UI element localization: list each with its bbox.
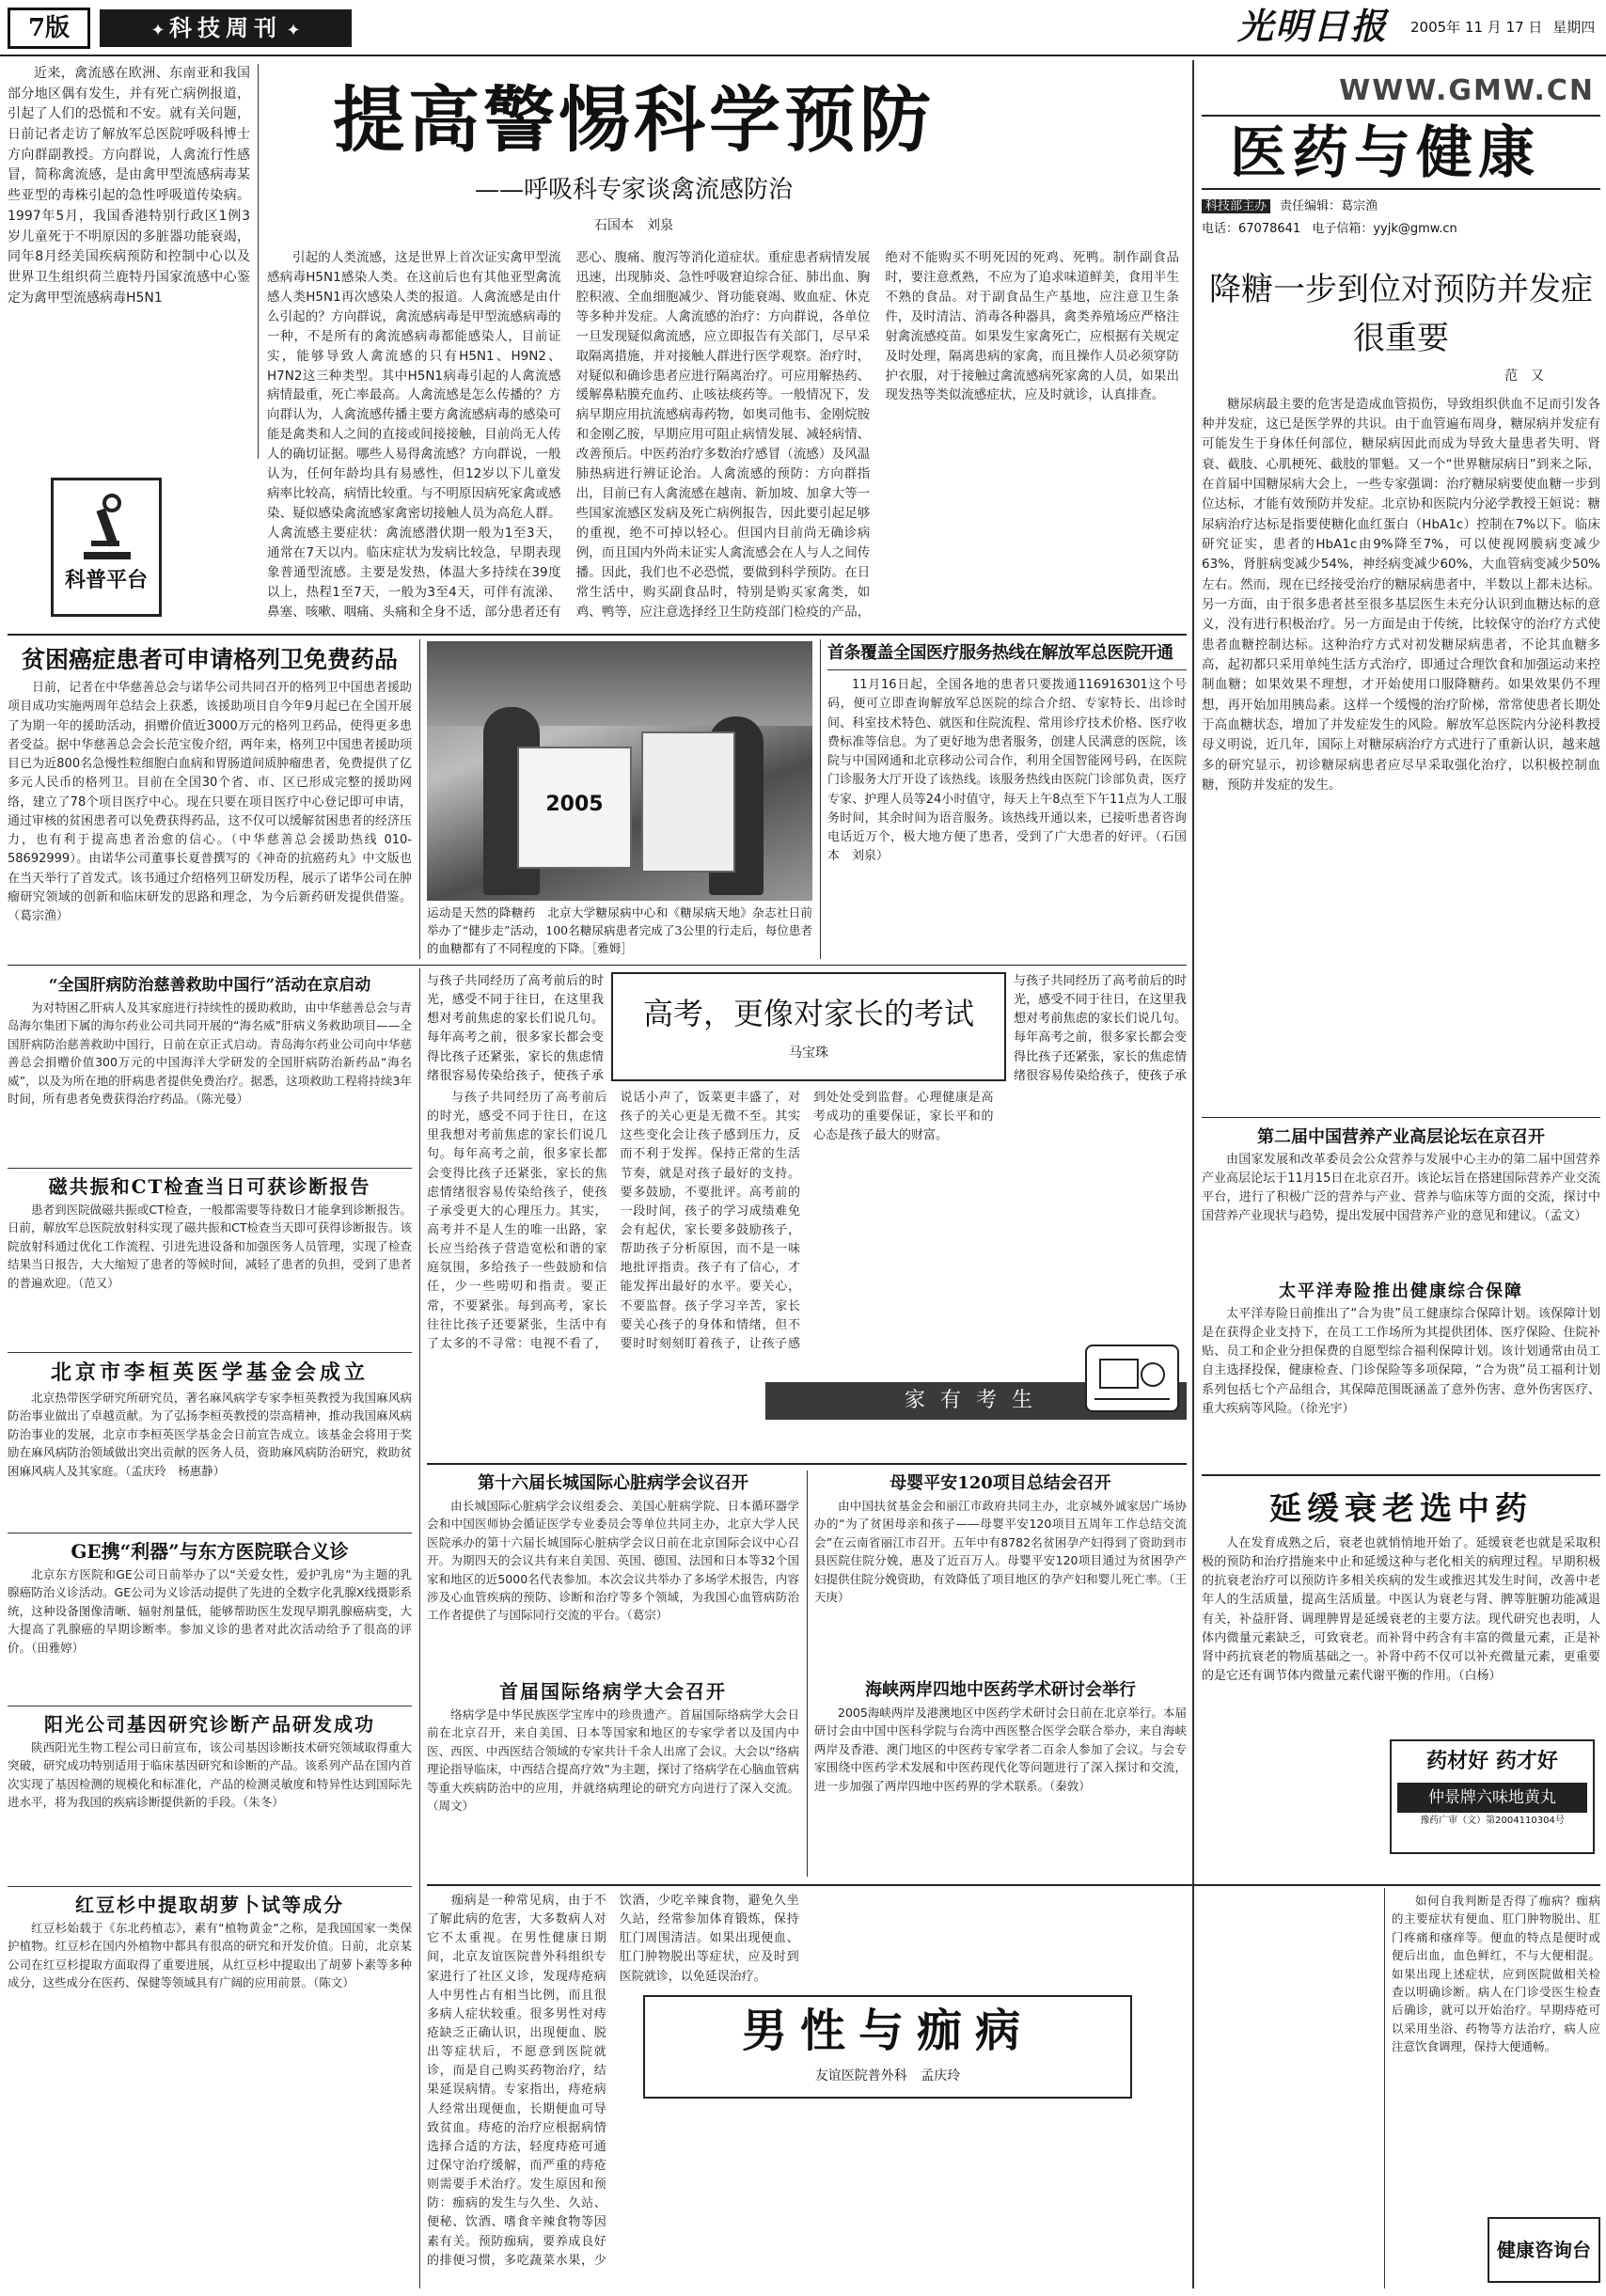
news-item: 北京市李桓英医学基金会成立 北京热带医学研究所研究员，著名麻风病学专家李桓英教授为我国麻风病防治事业做出了卓越贡献。为了弘扬李桓英教授的崇高精神，推动我国麻风病防治事业的发展，北京市李桓英医学基金会日前宣告成立。该基金会将用于奖励在麻风病防治领域做出突出贡献的医务人员，资助麻风病防治研究，救助贫困麻风病人及其家庭。（孟庆玲 杨惠静） xyxy=(8,1352,412,1533)
page-number: 7版 xyxy=(8,8,90,49)
star-icon: ✦ xyxy=(286,21,301,40)
editor-line: 科技部主办 责任编辑：葛宗渔 xyxy=(1202,197,1600,216)
news-item: “全国肝病防治慈善救助中国行”活动在京启动 为对特困乙肝病人及其家庭进行持续性的援助救助，由中华慈善总会与青岛海尔集团下属的海尔药业公司共同开展的“海名威”肝病义务救助项目——全国肝病防治慈善救助中国行，日前在京正式启动。青岛海尔药业公司向中华慈善总会捐赠价值300万元的中国海洋大学研发的全国肝病防治新药品“海名威”，以及为所在地的肝病患者提供免费治疗。据悉，这项救助工程将持续3年时间，所有患者免费获得治疗药品。（陈光曼） xyxy=(8,976,412,1106)
photo-caption: 运动是天然的降糖药 北京大学糖尿病中心和《糖尿病天地》杂志社日前举办了“健步走”活动，100名糖尿病患者完成了3公里的行走后，每位患者的血糖都有了不同程度的下降。［雅姆］ xyxy=(427,905,812,955)
news-item: 海峡两岸四地中医药学术研讨会举行 2005海峡两岸及港澳地区中医药学术研讨会日前在北京举行。本届研讨会由中国中医科学院与台湾中西医整合医学会联合举办，来自海峡两岸及香港、澳门地区的中医药专家学者二百余人参加了会议。与会专家围绕中医药学术发展和中医药现代化等问题进行了深入探讨和交流，进一步加强了两岸四地中医药界的学术联系。（秦敦） xyxy=(814,1680,1187,1793)
lead-intro: 近来，禽流感在欧洲、东南亚和我国部分地区偶有发生，并有死亡病例报道，引起了人们的恐慌和不安。就有关问题，日前记者走访了解放军总医院呼吸科博士方向群副教授。方向群说，人禽流行性感冒，简称禽流感，是由禽甲型流感病毒某些亚型的毒株引起的急性呼吸道传染病。1997年5月，我国香港特别行政区1例3岁儿童死于不明原因的多脏器功能衰竭，同年8月经美国疾病预防和控制中心以及世界卫生组织荷兰鹿特丹国家流感中心鉴定为禽甲型流感病毒H5N1 xyxy=(8,66,250,306)
cancer-drug-article: 贫困癌症患者可申请格列卫免费药品 日前，记者在中华慈善总会与诺华公司共同召开的格列卫中国患者援助项目成功实施两周年总结会上获悉，该援助项目自今年9月起已在全国开展了为期一年的援助活动，捐赠价值近3000万元的格列卫药品，使得更多患者受益。据中华慈善总会会长范宝俊介绍，两年来，格列卫中国患者援助项目已为近800名急慢性粒细胞白血病和胃肠道间质肿瘤患者，免费提供了亿多元人民币的格列卫。目前在全国30个省、市、区已形成完整的援助网络，建立了78个项目医疗中心。现在只要在项目医疗中心登记即可申请，通过审核的贫困患者可以免费获得药品，这不仅可以缓解贫困患者的经济压力，也有利于提高患者治愈的信心。（中华慈善总会援助热线 010-58692999）。由诺华公司董事长夏普撰写的《神奇的抗癌药丸》中文版也在当天举行了首发式。该书通过介绍格列卫研发历程，展示了诺华公司在肿瘤研究领域的创新和临床研发的思路和理念，为今后新药研发提供借鉴。（葛宗渔） xyxy=(8,646,412,924)
exam-headline-box: 高考，更像对家长的考试 马宝珠 xyxy=(611,972,1006,1081)
event-sign xyxy=(641,731,735,873)
walking-event-photo xyxy=(427,641,812,901)
diabetes-title: 降糖一步到位对预防并发症很重要 xyxy=(1209,271,1593,357)
nutrition-forum-article: 第二届中国营养产业高层论坛在京召开 由国家发展和改革委员会公众营养与发展中心主办的第二届中国营养产业高层论坛于11月15日在北京召开。该论坛旨在搭建国际营养产业交流平台，进行了积极广泛的营养与产业、营养与临床等方面的交流，探讨中国营养产业现状与趋势，提出发展中国营养产业的意见和建议。（孟文） xyxy=(1202,1127,1600,1224)
consult-badge: 健康咨询台 xyxy=(1488,2217,1600,2283)
lead-byline: 石国本 刘泉 xyxy=(594,218,673,234)
section-label: ✦ 科技周刊 ✦ xyxy=(100,9,352,47)
exam-article: 高考，更像对家长的考试 马宝珠 与孩子共同经历了高考前后的时光，感受不同于往日，在这里我想对考前焦虑的家长们说几句。每年高考之前，很多家长都会变得比孩子还紧张，家长的焦虑情绪很容易传染给孩子，使孩子承受更大的心理压力。其实，高考并不是人生的唯一出路，家长应当给孩子营造宽松和谐的家庭氛围，多给孩子一些鼓励和信任，少一些唠叨和指责。要正常，不要紧张。每到高考，家长往往比孩子还要紧张，生活中有了太多的不寻常：电视不看了，说话小声了，饭菜更丰盛了，对孩子的关心更是无微不至。其实这些变化会让孩子感到压力，反而不利于发挥。保持正常的生活节奏，就是对孩子最好的支持。要多鼓励，不要批评。高考前的一段时间，孩子的学习成绩难免会有起伏，家长要多鼓励孩子，帮助孩子分析原因，而不是一味地批评指责。孩子有了信心，才能发挥出最好的水平。要关心，不要监督。孩子学习辛苦，家长要关心孩子的身体和情绪，但不要时时刻刻盯着孩子，让孩子感到处处受到监督。心理健康是高考成功的重要保证，家长平和的心态是孩子最大的财富。 与孩子共同经历了高考前后的时光，感受不同于往日，在这里我想对考前焦虑的家长们说几句。每年高考之前，很多家长都会变得比孩子还紧张，家长的焦虑情绪很容易传染给孩子，使孩子承 与孩子共同经历了高考前后的时光，感受不同于往日，在这里我想对考前焦虑的家长们说几句。每年高考之前，很多家长都会变得比孩子还紧张，家长的焦虑情绪很容易传染给孩子，使孩子承 家有考生 xyxy=(427,972,1187,1455)
paper-name: 光明日报 xyxy=(1236,5,1388,47)
exam-cartoon-icon xyxy=(1085,1345,1179,1412)
lead-headline xyxy=(267,73,1000,243)
contact-line: 电话：67078641 电子信箱：yyjk@gmw.cn xyxy=(1202,222,1457,236)
ad-brand: 仲景牌六味地黄丸 xyxy=(1397,1783,1587,1813)
left-news-column xyxy=(8,972,412,2288)
exam-badge: 家有考生 xyxy=(765,1382,1187,1420)
news-item: 阳光公司基因研究诊断产品研发成功 陕西阳光生物工程公司日前宣布，该公司基因诊断技术研究领域取得重大突破，研究成功特别适用于临床基因研究和诊断的产品。该系列产品在国内首次实现了基因检测的规模化和标准化，产品的检测灵敏度和特异性达到国际先进水平，将为我国的疾病诊断提供新的手段。（朱冬） xyxy=(8,1706,412,1886)
lead-title: 提高警惕科学预防 xyxy=(333,78,935,162)
news-item: 磁共振和CT检查当日可获诊断报告 患者到医院做磁共振或CT检查，一般都需要等待数日才能拿到诊断报告。日前，解放军总医院放射科实现了磁共振和CT检查当天即可获得诊断报告。该院放射科通过优化工作流程、引进先进设备和加强医务人员管理，实现了检查结果当日报告，大大缩短了患者的等候时间，减轻了患者的负担，受到了患者的普遍欢迎。（范又） xyxy=(8,1168,412,1352)
microscope-icon xyxy=(74,490,140,563)
health-consult: 如何自我判断是否得了痂病？痂病的主要症状有便血、肛门肿物脱出、肛门疼痛和瘙痒等。便血的特点是便时或便后出血，血色鲜红，不与大便相混。如果出现上述症状，应到医院做相关检查以明确诊断。病人在门诊受医生检查后确诊，就可以开始治疗。早期痔疮可以采用坐浴、药物等方法治疗，病人应注意饮食调理，保持大便通畅。 健康咨询台 xyxy=(1392,1892,1600,2288)
column-title: 医药与健康 xyxy=(1202,115,1600,190)
news-item: GE携“利器”与东方医院联合义诊 北京东方医院和GE公司日前举办了以“关爱女性，爱护乳房”为主题的乳腺癌防治义诊活动。GE公司为义诊活动提供了先进的全数字化乳腺X线摄影系统，这种设备图像清晰、辐射剂量低，能够帮助医生发现早期乳腺癌病变，大大提高了乳腺癌的早期诊断率。参加义诊的患者对此次活动给予了很高的评价。（田雅婷） xyxy=(8,1533,412,1706)
lead-body: 引起的人类流感，这是世界上首次证实禽甲型流感病毒H5N1感染人类。在这前后也有其他亚型禽流感人类H5N1再次感染人类的报道。人禽流感是由什么引起的？方向群说，禽流感病毒是甲型流感病毒的一种，不是所有的禽流感病毒都能感染人，目前证实，能够导致人禽流感的只有H5N1、H9N2、H7N2这三种类型。其中H5N1病毒引起的人禽流感病情最重，死亡率最高。人禽流感是怎么传播的？方向群认为，人禽流感传播主要方禽流感病毒的感染可能是禽类和人之间的直接或间接接触，目前尚无人传人的确切证据。哪些人易得禽流感？方向群说，一般认为，任何年龄均具有易感性，但12岁以下儿童发病率比较高，病情比较重。与不明原因病死家禽或感染、疑似感染禽流感家禽密切接触人员为高危人群。人禽流感主要症状：禽流感潜伏期一般为1至3天，通常在7天以内。临床症状为发病比较急，早期表现象普通型流感。主要是发热，体温大多持续在39度以上，热程1至7天，一般为3至4天，可伴有流涕、鼻塞、咳嗽、咽痛、头痛和全身不适，部分患者还有恶心、腹痛、腹泻等消化道症状。重症患者病情发展迅速，出现肺炎、急性呼吸窘迫综合征、肺出血、胸腔积液、全血细胞减少、肾功能衰竭、败血症、休克等多种并发症。人禽流感的治疗：方向群说，各单位一旦发现疑似禽流感，应立即报告有关部门，尽早采取隔离措施，并对接触人群进行医学观察。治疗时，对疑似和确诊患者应进行隔离治疗。可应用解热药、缓解鼻粘膜充血药、止咳祛痰药等。一般情况下，发病早期应用抗流感病毒药物，如奥司他韦、金刚烷胺和金刚乙胺，早期应用可阻止病情发展、减轻病情、改善预后。中医药治疗多数治疗感冒（流感）及风温肺热病进行辨证论治。人禽流感的预防：方向群指出，目前已有人禽流感在越南、新加坡、加拿大等一些国家流感区发病及死亡病例报告，因此要引起足够的重视，绝不可掉以轻心。但国内目前尚无确诊病例，而且国内外尚未证实人禽流感会在人与人之间传播。因此，我们也不必恐慌，要做到科学预防。在日常生活中，购买副食品时，特别是购买家禽类，如鸡、鸭等，应注意选择经卫生防疫部门检疫的产品，绝对不能购买不明死因的死鸡、死鸭。制作副食品时，要注意煮熟，不应为了追求味道鲜美，食用半生不熟的食品。对于副食品生产基地，应注意卫生条件，及时清洁、消毒各种器具，禽类养殖场应严格注射禽流感疫苗。如果发生家禽死亡，应根据有关规定及时处理，隔离患病的家禽，而且操作人员必须穿防护衣服，对于接触过禽流感病死家禽的人员，如果出现发热等类似流感症状，应及时就诊，认真排查。 xyxy=(267,250,1179,620)
masthead xyxy=(0,0,1606,56)
site-url: WWW.GMW.CN xyxy=(1339,74,1595,107)
star-icon: ✦ xyxy=(150,21,165,40)
news-item: 首届国际络病学大会召开 络病学是中华民族医学宝库中的珍贵遗产。首届国际络病学大会日前在北京召开，来自美国、日本等国家和地区的专家学者以及国内中医、西医、中西医结合领域的专家共计千余人出席了会议。大会以“络病理论指导临床，中西结合提高疗效”为主题，探讨了络病学在心脑血管病等重大疾病防治中的应用，并就络病理论的研究方向进行了深入交流。（周文） xyxy=(427,1680,799,1813)
lead-subtitle: ——呼吸科专家谈禽流感防治 xyxy=(474,176,793,204)
exam-body-top-left: 与孩子共同经历了高考前后的时光，感受不同于往日，在这里我想对考前焦虑的家长们说几句。每年高考之前，很多家长都会变得比孩子还紧张，家长的焦虑情绪很容易传染给孩子，使孩子承 xyxy=(427,974,604,1083)
event-sign: 2005 xyxy=(517,747,632,869)
mid-news-grid xyxy=(427,1470,1187,1877)
hemorrhoid-article: 男性与痂病 友谊医院普外科 孟庆玲 痂病是一种常见病，由于不了解此病的危害，大多数病人对它不太重视。在男性健康日期间，北京友谊医院普外科组织专家进行了社区义诊，发现痔疮病人中男性占有相当比例，而且很多病人症状较重。很多男性对痔疮缺乏正确认识，出现便血、脱出等症状后，不愿意到医院就诊，而是自己购买药物治疗，结果延误病情。专家指出，痔疮病人经常出现便血，长期便血可导致贫血。痔疮的治疗应根据病情选择合适的方法，轻度痔疮可通过保守治疗缓解，而严重的痔疮则需要手术治疗。发生原因和预防：痂病的发生与久坐、久站、便秘、饮酒、嗜食辛辣食物等因素有关。预防痂病，要养成良好的排便习惯，多吃蔬菜水果，少饮酒，少吃辛辣食物，避免久坐久站，经常参加体育锻炼，保持肛门周围清洁。如果出现便血、肛门肿物脱出等症状，应及时到医院就诊，以免延误治疗。 xyxy=(427,1892,1377,2288)
science-platform-logo: 科普平台 xyxy=(51,478,162,617)
hemorrhoid-headline-box: 男性与痂病 友谊医院普外科 孟庆玲 xyxy=(643,1995,1132,2099)
sidebar-brand xyxy=(1202,66,1600,254)
diabetes-article: 降糖一步到位对预防并发症很重要 范 又 糖尿病最主要的危害是造成血管损伤，导致组织供血不足而引发各种并发症，这已是医学界的共识。由于血管遍布周身，糖尿病并发症有可能发生于身体任何部位，糖尿病因此而成为导致大量患者失明、肾衰、截肢、心肌梗死、截肢的罪魁。又一个“世界糖尿病日”到来之际，在首届中国糖尿病大会上，一些专家强调：治疗糖尿病要使血糖一步到位达标，才能有效预防并发症。北京协和医院内分泌学教授王姮说：糖尿病治疗达标是指要使糖化血红蛋白（HbA1c）控制在7%以下。临床研究证实，患者的HbA1c由9%降至7%，可以使视网膜病变减少63%，肾脏病变减少54%，神经病变减少60%，大血管病变减少50%左右。然而，现在已经接受治疗的糖尿病患者中，半数以上都未达标。另一方面，由于很多患者甚至很多基层医生未充分认识到血糖达标的意义，没有进行积极治疗。另一方面是由于传统，比较保守的治疗方式使患者血糖控制达标。这种治疗方式对初发糖尿病患者，不论其血糖多高，起初都只采用单纯生活方式治疗，即通过合理饮食和加强运动来控制血糖；如果效果不理想，才开始使用口服降糖药。如果效果仍不理想，再开始加用胰岛素。这样一个缓慢的治疗阶梯，常常使患者长期处于高血糖状态，增加了并发症发生的风险。解放军总医院内分泌科教授母义明说，近几年，国际上对糖尿病治疗方式进行了重新认识，越来越多的研究显示，初诊糖尿病患者应尽早采取强化治疗，以积极控制血糖，预防并发症的发生。 xyxy=(1202,261,1600,1108)
news-item: 母婴平安120项目总结会召开 由中国扶贫基金会和丽江市政府共同主办，北京城外诚家居广场协办的“为了贫困母亲和孩子——母婴平安120项目五周年工作总结交流会”在云南省丽江市召开。五年中有8782名贫困孕产妇得到了资助到市县医院住院分娩，惠及了近百万人。母婴平安120项目通过为贫困孕产妇提供住院分娩资助，有效降低了项目地区的孕产妇和婴儿死亡率。（王天庚） xyxy=(814,1473,1187,1604)
news-item: 第十六届长城国际心脏病学会议召开 由长城国际心脏病学会议组委会、美国心脏病学院、日本循环器学会和中国医师协会循证医学专业委员会等单位共同主办，北京大学人民医院承办的第十六届长城国际心脏病学会议日前在北京国际会议中心召开。为期四天的会议共有来自美国、英国、德国、法国和日本等32个国家和地区的近5000名代表参加。本次会议共举办了多场学术报告，内容涉及心血管疾病的预防、诊断和治疗等多个领域，为我国心血管病防治工作者提供了与国际同行交流的平台。（葛宗） xyxy=(427,1473,799,1623)
news-item: 红豆杉中提取胡萝卜试等成分 红豆杉始载于《东北药植志》，素有“植物黄金”之称，是我国国家一类保护植物。红豆杉在国内外植物中都具有很高的研究和开发价值。日前，北京某公司在红豆杉提取方面取得了重要进展，从红豆杉中提取出了胡萝卜素等多种成分，这些成分在医药、保健等领域具有广阔的应用前景。（陈文） xyxy=(8,1886,412,2099)
ad-slogan: 药材好 药才好 xyxy=(1426,1749,1558,1773)
pharma-ad xyxy=(1390,1739,1595,1854)
hotline-article: 首条覆盖全国医疗服务热线在解放军总医院开通 11月16日起，全国各地的患者只要拨通116916301这个号码，便可立即查询解放军总医院的综合介绍、专家特长、出诊时间、科室技术特色、就医和住院流程、常用诊疗技术价格、医疗收费标准等信息。为了更好地为患者服务，创建人民满意的医院，该院与中国网通和北京移动公司合作，利用全国智能网号码，在医院门诊服务大厅开设了该热线。该服务热线由医院门诊部负责，医疗专家、护理人员等24小时值守，每天上午8点至下午11点为人工服务时间，其余时间为语音服务。该热线开通以来，已接听患者咨询电话近万个，极大地方便了患者，受到了广大患者的好评。（石国本 刘泉） xyxy=(827,643,1187,864)
ad-note: 豫药广审（文）第2004110304号 xyxy=(1420,1816,1565,1826)
lead-article xyxy=(8,64,1187,628)
masthead-rule xyxy=(0,55,1606,56)
tcm-article: 延缓衰老选中药 人在发育成熟之后，衰老也就悄悄地开始了。延缓衰老也就是采取积极的预防和治疗措施来中止和延缓这种与老化相关的病理过程。早期积极的抗衰老治疗可以预防许多相关疾病的发生或推迟其发生时间，改善中老年人的生活质量，提高生活质量。中医认为衰老与肾、脾等脏腑功能减退有关，补益肝肾、调理脾胃是延缓衰老的主要方法。现代研究也表明，人体内微量元素缺乏，可致衰老。而补肾中药含有丰富的微量元素，正是补肾中药抗衰老的物质基础之一。补肾中药不仅可以补充微量元素，更重要的是它还有调节体内微量元素代谢平衡的作用。（白杨） xyxy=(1202,1490,1600,1683)
issue-date: 2005年 11 月 17 日 星期四 xyxy=(1410,19,1596,36)
email-link[interactable]: yyjk@gmw.cn xyxy=(1373,222,1457,236)
pacific-insurance-article: 太平洋寿险推出健康综合保障 太平洋寿险日前推出了“合为贵”员工健康综合保障计划。该保障计划是在获得企业支持下，在员工工作场所为其提供团体、医疗保险、住院补贴、员工和企业分担保费的自愿型综合福利保障计划。该计划通常由员工自主选择投保，健康检查、门诊保险等多项保障，“合为贵”员工福利计划系列包括七个产品组合，其保障范围既涵盖了意外伤害、意外伤害医疗、重大疾病等风险。（徐光宇） xyxy=(1202,1282,1600,1416)
exam-body-top-right: 与孩子共同经历了高考前后的时光，感受不同于往日，在这里我想对考前焦虑的家长们说几句。每年高考之前，很多家长都会变得比孩子还紧张，家长的焦虑情绪很容易传染给孩子，使孩子承 xyxy=(1014,974,1187,1083)
